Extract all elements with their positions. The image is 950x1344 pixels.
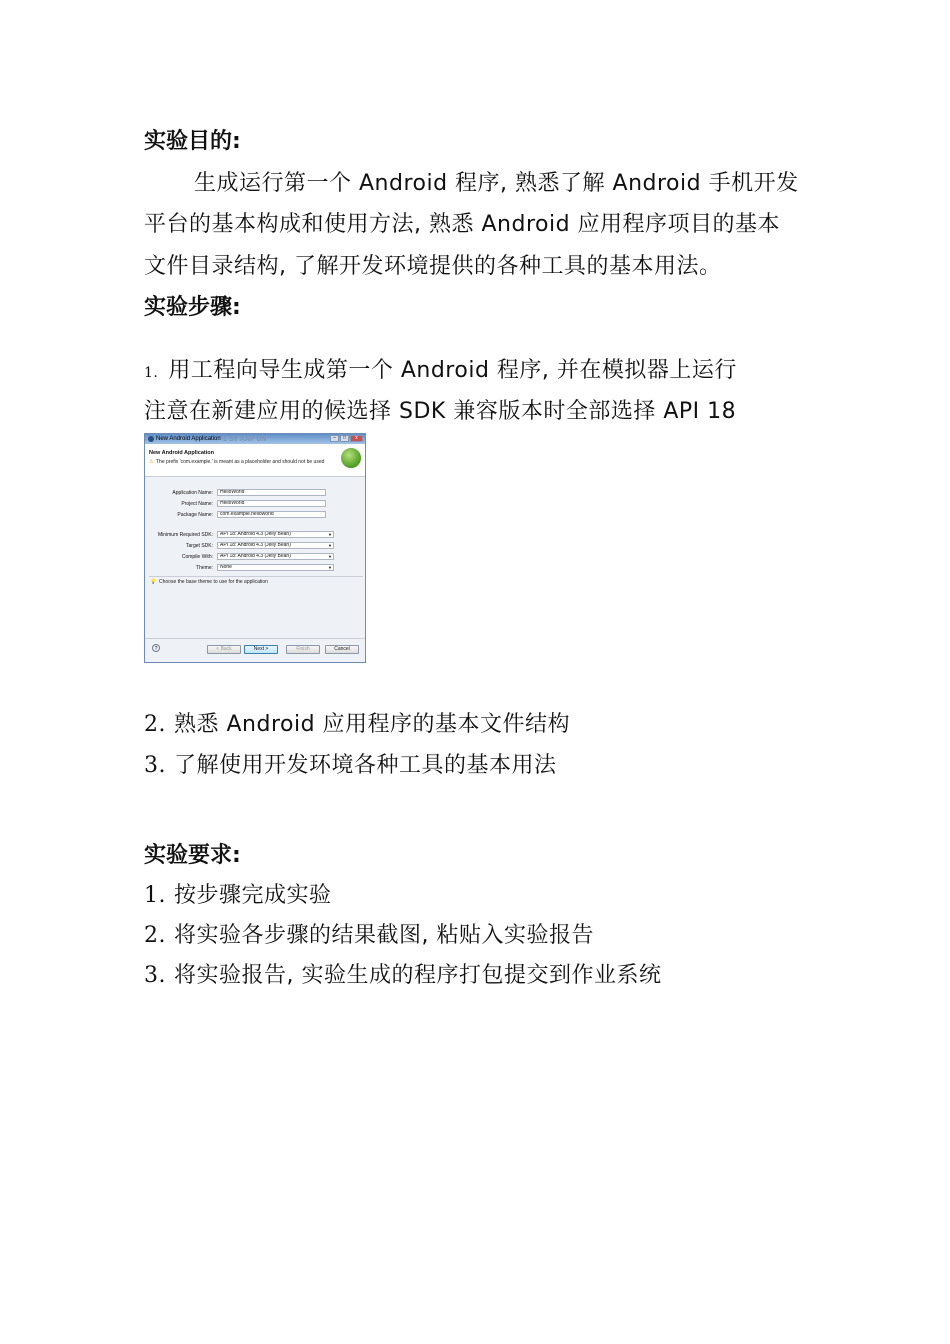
step-1-note: 注意在新建应用的候选择 SDK 兼容版本时全部选择 API 18 [144,399,737,424]
requirements-heading: 实验要求: [144,843,241,868]
package-name-input[interactable]: com.example.helloworld [217,511,326,518]
compile-with-value: API 18: Android 4.3 (Jelly Bean) [220,553,291,559]
lightbulb-icon: 💡 [150,579,157,585]
theme-select[interactable] [217,564,334,571]
step-3-text: 了解使用开发环境各种工具的基本用法 [174,753,557,778]
step-1-number: 1. [144,365,159,381]
warning-icon: ⚠ [149,459,154,465]
requirement-3-number: 3. [144,963,166,988]
min-sdk-select[interactable] [217,531,334,538]
new-android-application-screenshot [144,433,366,663]
close-button[interactable]: x [350,435,363,442]
requirement-2-number: 2. [144,923,166,948]
theme-value: None [220,564,232,570]
chevron-down-icon: ▼ [328,554,332,559]
step-2-number: 2. [144,712,166,737]
requirement-1-text: 按步骤完成实验 [174,883,332,908]
dialog-header-title: New Android Application [149,450,214,456]
requirement-2-text: 将实验各步骤的结果截图, 粘贴入实验报告 [174,923,594,948]
compile-with-label: Compile With: [181,554,213,560]
minimize-button[interactable]: – [330,435,339,442]
theme-hint: Choose the base theme to use for the application [159,579,268,585]
requirement-1 [144,878,332,909]
dialog-window-title-extra: 1 SY AAP UN [223,436,267,443]
dialog-header [145,444,365,477]
maximize-button[interactable]: □ [340,435,349,442]
target-sdk-select[interactable] [217,542,334,549]
help-icon[interactable]: ? [152,644,160,652]
finish-button[interactable]: Finish [286,645,320,654]
android-logo-icon [340,447,362,469]
compile-with-select[interactable] [217,553,334,560]
divider [149,576,363,577]
purpose-line-3: 文件目录结构, 了解开发环境提供的各种工具的基本用法。 [144,254,722,279]
application-name-label: Application Name: [172,490,213,496]
theme-row [145,564,365,572]
target-sdk-label: Target SDK: [186,543,213,549]
step-1 [144,353,737,384]
eclipse-icon [148,436,154,442]
step-2 [144,707,570,738]
chevron-down-icon: ▼ [328,565,332,570]
step-3 [144,748,557,779]
min-sdk-row [145,531,365,539]
next-button[interactable]: Next > [244,645,278,654]
dialog-window-title: New Android Application [156,436,221,442]
theme-label: Theme: [196,565,213,571]
step-3-number: 3. [144,753,166,778]
step-1-text: 用工程向导生成第一个 Android 程序, 并在模拟器上运行 [168,358,737,383]
chevron-down-icon: ▼ [328,543,332,548]
requirement-3 [144,958,662,989]
window-controls [330,435,363,442]
application-name-row [145,489,365,497]
cancel-button[interactable]: Cancel [325,645,359,654]
steps-heading: 实验步骤: [144,295,241,320]
min-sdk-value: API 18: Android 4.3 (Jelly Bean) [220,531,291,537]
dialog-body [145,477,365,663]
min-sdk-label: Minimum Required SDK: [157,532,213,538]
dialog-titlebar [145,434,365,444]
requirement-1-number: 1. [144,883,166,908]
application-name-input[interactable]: HelloWorld [217,489,326,496]
package-name-row [145,511,365,519]
compile-with-row [145,553,365,561]
purpose-line-1: 生成运行第一个 Android 程序, 熟悉了解 Android 手机开发 [194,171,799,196]
requirement-2 [144,918,594,949]
project-name-input[interactable]: HelloWorld [217,500,326,507]
purpose-heading: 实验目的: [144,129,241,154]
requirement-3-text: 将实验报告, 实验生成的程序打包提交到作业系统 [174,963,662,988]
back-button[interactable]: < Back [207,645,241,654]
purpose-line-2: 平台的基本构成和使用方法, 熟悉 Android 应用程序项目的基本 [144,212,781,237]
footer-divider [145,638,365,639]
target-sdk-row [145,542,365,550]
package-name-label: Package Name: [177,512,213,518]
project-name-row [145,500,365,508]
project-name-label: Project Name: [181,501,213,507]
warning-message: The prefix 'com.example.' is meant as a placeholder and should not be used [156,459,325,465]
chevron-down-icon: ▼ [328,532,332,537]
target-sdk-value: API 18: Android 4.3 (Jelly Bean) [220,542,291,548]
step-2-text: 熟悉 Android 应用程序的基本文件结构 [174,712,571,737]
